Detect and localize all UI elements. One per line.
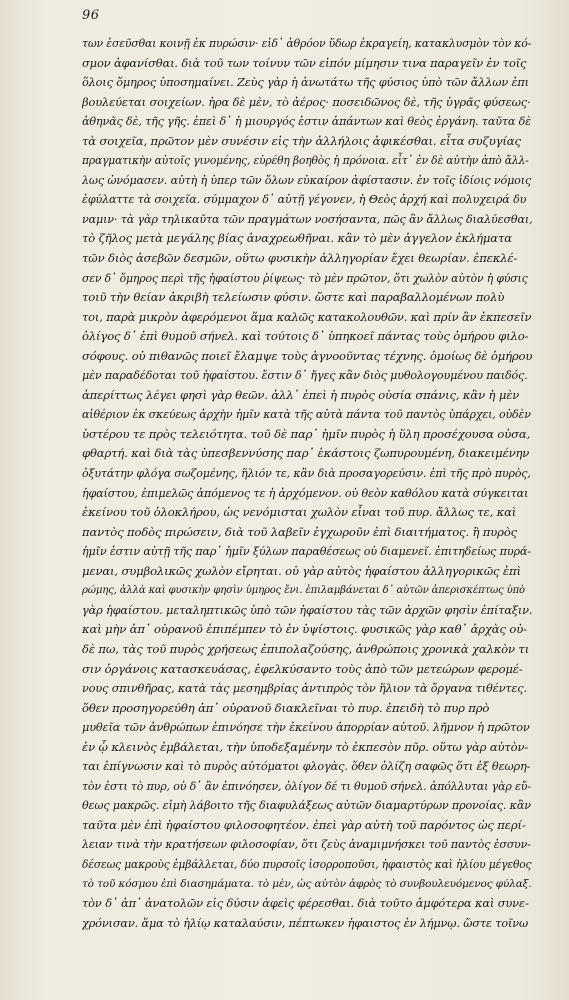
text-line: ὑστέρου τε πρὸς τελειότητα. τοῦ δὲ παρ᾽ ἡμῖν πυρὸς ἡ ὕλη προσέχουσα οὐσα, <box>82 426 531 441</box>
text-line: ναμιν· τὰ γὰρ τηλικαῦτα τῶν πραγμάτων νοσήσαντα, πῶς ἂν ἄλλως διαλύεσθαι, <box>82 212 532 226</box>
text-line: νους σπινθῆρας, κατὰ τὰς μεσημβρίας ἀντιπρὸς τὸν ἥλιον τὰ ὄργανα τιθέντες. <box>82 682 527 696</box>
text-line: τοιῦ τὴν θείαν ἀκριβὴ τελείωσιν φύσιν. ὥστε καὶ παραβαλλομένων πολὺ <box>82 290 505 305</box>
text-line: θεως μακρῶς. εἰμὴ λάβοιτο τῆς διαφυλάξεως αὐτῶν διαμαρτύρων προνοίας. κἂν <box>82 799 531 813</box>
text-line: τὸν δ᾽ ἀπ᾽ ἀνατολῶν εἰς δύσιν ἀφεὶς φέρεσθαι. διὰ τοῦτο ἀμφότερα καὶ συνε- <box>82 896 529 911</box>
text-line: ἀπερίττως λέγει φησὶ γὰρ θεῶν. ἀλλ᾽ ἐπεὶ ἡ πυρὸς οὐσία σπάνις, κἂν ἡ μὲν <box>82 387 520 402</box>
text-line: μεναι, συμβολικῶς χωλὸν εἴρηται. οὐ γὰρ αὐτὸς ἡφαίστου ἀλληγορικῶς ἐπὶ <box>82 563 521 578</box>
text-line: βουλεύεται σοιχείων. ἡρα δὲ μὲν, τὸ ἀέρος· ποσειδῶνος δὲ, τῆς ὑγρᾶς φύσεως· <box>82 94 531 109</box>
text-line: ὀξυτάτην φλόγα σωζομένης, ἥλιόν τε, κἂν διὰ προσαγορεύσιν. ἐπὶ τῆς πρὸ πυρὸς, <box>82 467 531 481</box>
text-line: ρώμης, ἀλλὰ καὶ φυσικὴν φησὶν ὑμηρος ἔνι. ἐπιλαμβάνεται δ᾽ αὐτῶν ἀπερισκέπτως ὑπὸ <box>82 585 525 597</box>
text-line: σμον ἀφανίσθαι. διὰ τοῦ των τοίνυν τῶν εἰπόν μίμησιν τινα παραγεῖν ἐν τοῖς <box>82 55 527 70</box>
text-line: μὲν παραδέδοται τοῦ ἡφαίστου. ἔστιν δ᾽ ἤγες κἂν διὸς μυθολογουμένου παιδός. <box>82 369 528 383</box>
text-line: ἐν ᾧ κλεινὸς ἐμβάλεται, τὴν ὑποδεξαμένην τὸ ἐκπεσὸν πῦρ. οὕτω γὰρ αὐτὸν- <box>82 739 529 754</box>
text-line: τὰ σοιχεῖα, πρῶτον μὲν συνέσιν εἰς τὴν ἀλλήλοις ἀφικέσθαι. εἶτα συζυγίας <box>82 133 521 148</box>
text-line: καὶ μὴν ἀπ᾽ οὐρανοῦ ἐπιπέμπεν τὸ ἐν ὑψίστοις. φυσικῶς γὰρ καθ᾽ ἀρχὰς οὐ- <box>82 622 527 637</box>
text-line: ὅλοις ὅμηρος ὑποσημαίνει. Ζεὺς γὰρ ἡ ἀνωτάτω τῆς φύσιος ὑπὸ τῶν ἄλλων ἐπι <box>82 76 529 90</box>
text-line: ἐκείνου τοῦ ὁλοκλήρου, ὡς νενόμισται χωλὸν εἶναι τοῦ πυρ. ἄλλως τε, καὶ <box>82 505 517 520</box>
text-line: ἐφύλαττε τὰ σοιχεῖα. σύμμαχον δ᾽ αὐτῇ γέγονεν, ἡ Θεὸς ἀρχή καὶ πολυχειρά δυ <box>82 193 527 207</box>
text-line: ταῦτα μὲν ἐπὶ ἡφαίστου φιλοσοφητέον. ἐπεὶ γὰρ αὐτὴ τοῦ παρόντος ὡς περί- <box>82 817 526 832</box>
text-line: τὸ ζῆλος μετὰ μεγάλης βίας ἀναχρεωθῆναι. κἂν τὸ μὲν ἀγγελον ἐκλήματα <box>82 231 512 246</box>
text-line: φθαρτή. καὶ διὰ τὰς ὑπεσβεννύσης παρ᾽ ἑκάστοις ζωπυρουμένη, διακειμένην <box>82 446 530 461</box>
text-line: ἀθηνᾶς δὲ, τῆς γῆς. ἐπεὶ δ᾽ ἡ μιουργός ἐστιν ἁπάντων καὶ θεὸς ἐργάνη. ταῦτα δὲ <box>82 115 531 129</box>
text-line: δέσεως μακροὺς ἐμβάλλεται, δύο πυρσοῖς ἰσορροποῦσι, ἡφαιστὸς καὶ ἡλίου μέγεθος <box>82 857 532 871</box>
text-line: τὸ τοῦ κόσμου ἐπὶ διασημάματα. τὸ μὲν, ὡς αὐτὸν ἀφρὸς τὸ συνβουλευόμενος φύλαξ. <box>82 877 532 890</box>
text-line: ται ἐπίγνωσιν καὶ τὸ πυρὸς αὐτόματοι φλογὰς. ὅθεν ὁλίζη σαφῶς ὅτι ἐξ θεωρη- <box>82 760 531 774</box>
text-line: των ἐσεῦσθαι κοινῇ ἐκ πυρώσιν· εἰδ᾽ ἀθρόον ὕδωρ ἐκραγείη, κατακλυσμὸν τὸν κό- <box>82 37 532 50</box>
text-line: σιν ὀργάνοις κατασκευάσας, ἐφελκύσαντο τοὺς ἀπὸ τῶν μετεώρων φερομέ- <box>82 661 523 676</box>
text-line: παντὸς ποδὸς πιρώσειν, διὰ τοῦ λαβεῖν ἐγχωροῦν ἐπὶ διαιτήματος. ἢ πυρὸς <box>82 524 517 539</box>
text-line: ἡφαίστου, ἐπιμελῶς ἀπόμενος τε ἡ ἀρχόμενον. οὐ θεὸν καθόλου κατὰ σύγκειται <box>82 486 529 500</box>
text-line: λως ὠνόμασεν. αὐτὴ ἡ ὑπερ τῶν ὅλων εὐκαίρον ἀφίστασιν. ἐν τοῖς ἰδίοις νόμοις <box>82 173 532 187</box>
text-line: πραγματικὴν αὐτοῖς γινομένης, εὑρέθη βοηθὸς ἡ πρόνοια. εἶτ᾽ ἐν δὲ αὐτὴν ἀπὸ ἄλλ- <box>82 154 529 168</box>
text-line: μυθεῖα τῶν ἀνθρώπων ἐπινόησε τὴν ἐκείνου ἀπορρίαν αὐτοῦ. λῆμνον ἡ πρῶτον <box>82 721 530 735</box>
text-line: χρόνισαν. ἅμα τὸ ἡλίῳ καταλαύσιν, πέπτωκεν ἡφαιστος ἐν λήμνῳ. ὥστε τοῖνω <box>82 916 529 930</box>
greek-text-body <box>82 34 532 933</box>
text-line: τῶν διὸς ἀσεβῶν δεσμῶν, οὕτω φυσικὴν ἀλληγορίαν ἔχει θεωρίαν. ἐπεκλέ- <box>82 251 518 266</box>
text-line: σόφους. οὐ πιθανῶς ποιεῖ ἔλαμψε τοὺς ἀγνοοῦντας τέχνης. ὁμοίως δὲ ὁμήρου <box>82 348 532 363</box>
text-line: δὲ πω, τὰς τοῦ πυρὸς χρήσεως ἐπιπολαζούσης, ἀνθρώποις χρονικὰ χαλκὸν τι <box>82 641 530 656</box>
text-line: γὰρ ἡφαίστου. μεταληπτικῶς ὑπὸ τῶν ἡφαίστου τὰς τῶν ἀρχῶν φησὶν ἐπίταξιν. <box>82 603 532 617</box>
page-number: 96 <box>82 8 100 23</box>
text-line: αἰθέριον ἐκ σκεύεως ἀρχὴν ἡμῖν κατὰ τῆς αὐτὰ πάντα τοῦ παντὸς ὑπάρχει, οὐδὲν <box>82 408 531 422</box>
text-line: λειαν τινὰ τὴν κρατήσεων φιλοσοφίαν, ὅτι ζεὺς ἀναμιμνήσκει τοῦ παντὸς ἐσσυν- <box>82 838 531 852</box>
text-line: τὸν ἐστι τὸ πυρ, οὐ δ᾽ ἂν ἐπινόησεν, ὁλίγον δέ τι θυμοῦ σήνελ. ἀπόλλυται γὰρ εὔ- <box>82 779 531 793</box>
text-line: τοι, παρὰ μικρὸν ἀφερόμενοι ἅμα καλῶς κατακολουθῶν. καὶ πρίν ἂν ἐκπεσεῖν <box>82 309 532 324</box>
text-line: ὀλίγος δ᾽ ἐπὶ θυμοῦ σήνελ. καὶ τούτοις δ᾽ ὑπηκοεῖ πάντας τοὺς ὁμήρου φιλο- <box>82 329 529 344</box>
text-line: σεν δ᾽ ὅμηρος περὶ τῆς ἡφαίστου ῥίψεως· τὸ μὲν πρῶτον, ὅτι χωλὸν αὐτὸν ἡ φύσις <box>82 271 528 285</box>
text-line: ἡμῖν ἐστιν αὐτῇ τῆς παρ᾽ ἡμῖν ξύλων παραθέσεως οὐ διαμενεῖ. ἐπιτηδείως πυρά- <box>82 545 531 559</box>
text-line: ὅθεν προσηγορεύθη ἀπ᾽ οὐρανοῦ διακλεῖναι τὸ πυρ. ἐπειδὴ τὸ πυρ πρὸ <box>82 700 490 715</box>
